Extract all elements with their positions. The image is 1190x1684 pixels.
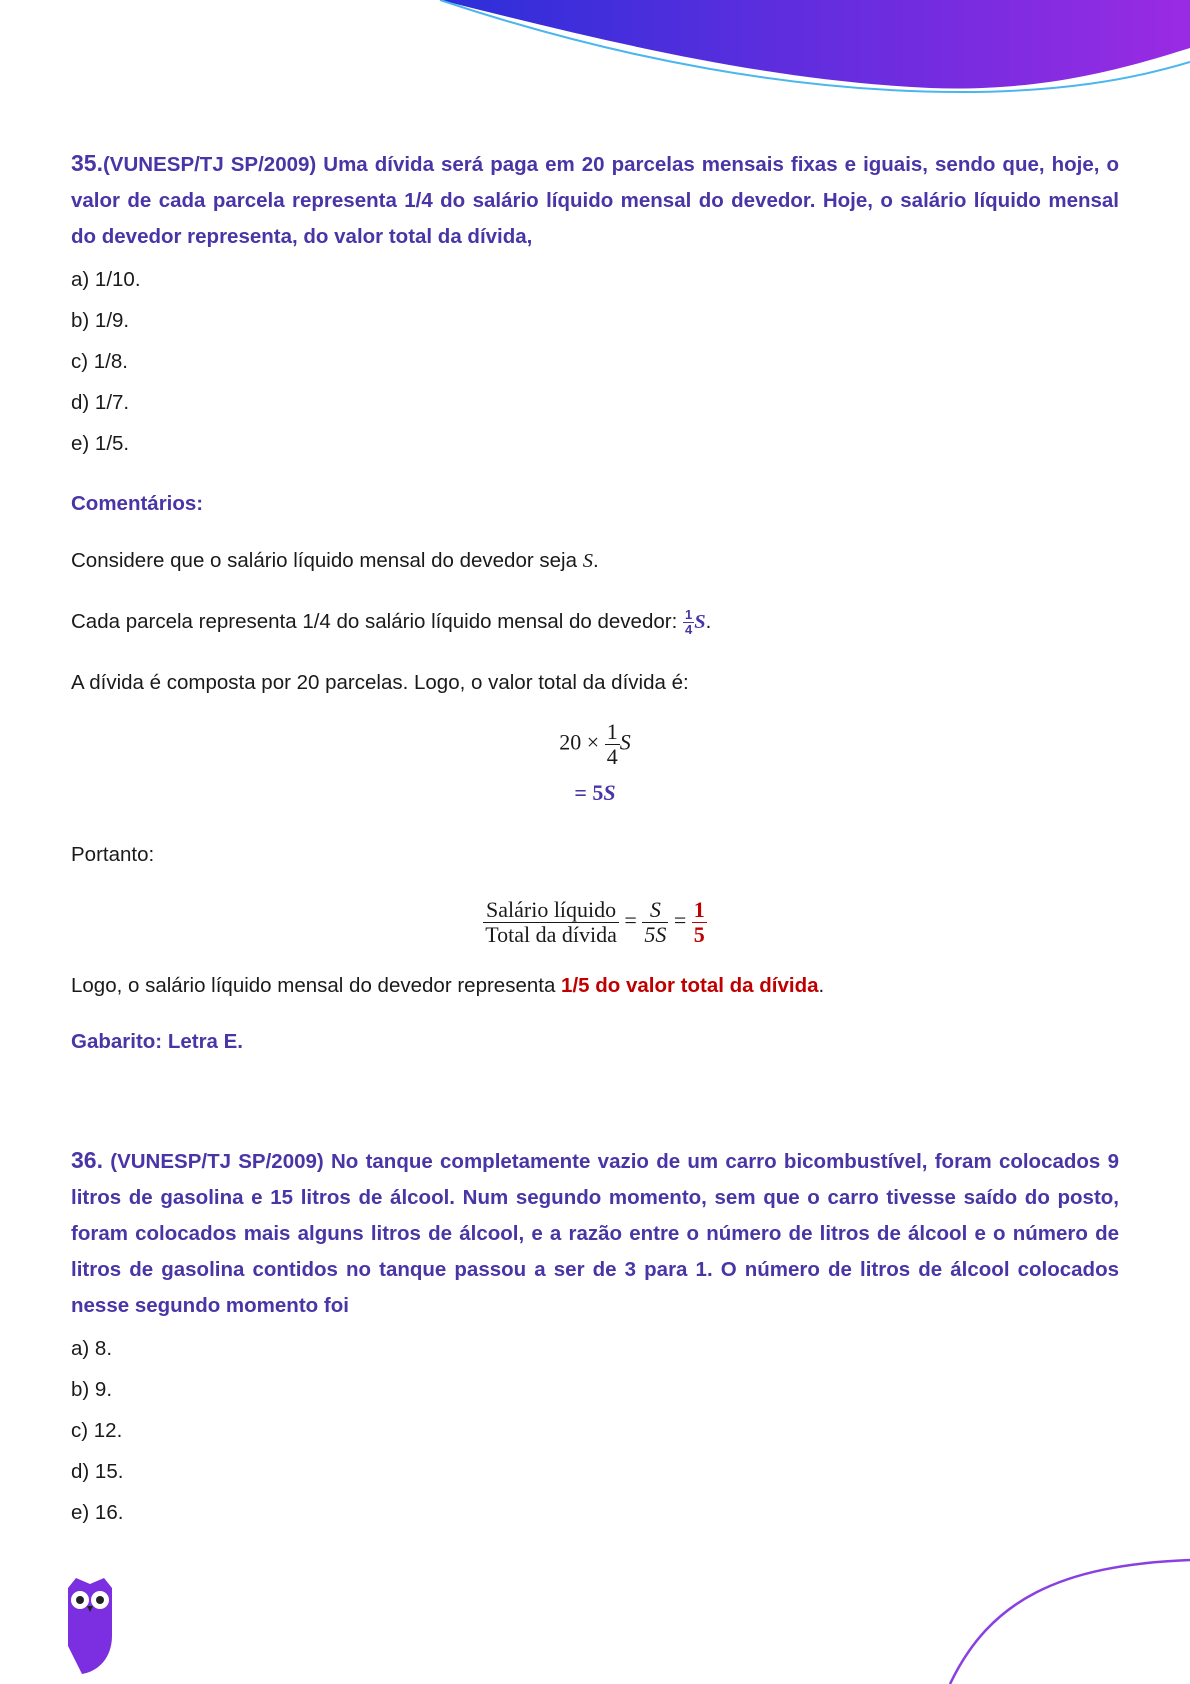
comment-p1-text: Considere que o salário líquido mensal do devedor seja <box>71 549 583 572</box>
eq1-den: 4 <box>606 743 618 769</box>
comment-p1-end: . <box>592 549 599 572</box>
option-e: e) 16. <box>71 1500 124 1524</box>
equation-total-debt <box>71 720 1119 772</box>
inline-fraction <box>683 608 694 638</box>
question-36-number: 36. <box>71 1146 103 1173</box>
option-c: c) 1/8. <box>71 350 128 373</box>
comment-paragraph-2 <box>71 608 1119 638</box>
comments-heading: Comentários: <box>71 492 204 515</box>
question-35-text: (VUNESP/TJ SP/2009) Uma dívida será paga em 20 parcelas mensais fixas e iguais, sendo que, hoje, o valor de cada parcela representa 1/4 do salário líquido mensal do devedor. Hoje, o salário líquido mensal do devedor representa, do valor total da dívida, <box>71 153 1119 248</box>
comment-paragraph-3: A dívida é composta por 20 parcelas. Logo, o valor total da dívida é: <box>71 670 689 694</box>
equation-ratio <box>71 898 1119 947</box>
option-d: d) 15. <box>71 1459 124 1483</box>
ratio-f2-den: 5S <box>644 921 667 947</box>
conclusion-end: . <box>818 973 825 997</box>
eq2-text: = 5 <box>574 779 604 805</box>
option-c: c) 12. <box>71 1418 123 1442</box>
ratio-fraction-2 <box>642 898 668 947</box>
ratio-f2-num: S <box>649 896 661 922</box>
conclusion-highlight: 1/5 do valor total da dívida <box>561 973 819 997</box>
question-36-text: (VUNESP/TJ SP/2009) No tanque completamente vazio de um carro bicombustível, foram colocados 9 litros de gasolina e 15 litros de álcool. Num segundo momento, sem que o carro tivesse saído do posto, foram colocados mais alguns litros de álcool, e a razão entre o número de litros de álcool e o número de litros de gasolina contidos no tanque passou a ser de 3 para 1. O número de litros de álcool colocados nesse segundo momento foi <box>71 1149 1119 1317</box>
document-content <box>71 145 1119 1542</box>
ratio-f1-num: Salário líquido <box>486 896 617 922</box>
ratio-equals-1: = <box>624 907 637 933</box>
ratio-f1-den: Total da dívida <box>485 921 617 947</box>
option-b: b) 9. <box>71 1377 113 1401</box>
comment-p2-var: S <box>694 611 706 634</box>
owl-logo-icon <box>62 1576 118 1676</box>
question-35-statement <box>71 145 1119 255</box>
comment-p1-var: S <box>582 550 593 572</box>
ratio-fraction-1 <box>483 898 619 947</box>
answer-key: Gabarito: Letra E. <box>71 1029 244 1053</box>
eq1-fraction <box>605 720 620 769</box>
question-35-number: 35. <box>71 150 103 176</box>
comment-p2-text: Cada parcela representa 1/4 do salário líquido mensal do devedor: <box>71 610 683 634</box>
option-a: a) 8. <box>71 1336 113 1360</box>
inline-fraction-den: 4 <box>684 622 693 638</box>
equation-result <box>71 780 1119 806</box>
portanto-label: Portanto: <box>71 842 155 866</box>
ratio-equals-2: = <box>673 907 687 933</box>
ratio-f3-den: 5 <box>693 921 705 947</box>
option-e: e) 1/5. <box>71 432 130 455</box>
option-d: d) 1/7. <box>71 391 130 414</box>
eq1-var: S <box>619 729 631 755</box>
option-a: a) 1/10. <box>71 268 141 291</box>
eq1-prefix: 20 × <box>559 729 600 755</box>
option-b: b) 1/9. <box>71 309 130 332</box>
comment-p2-end: . <box>705 610 712 634</box>
eq2-var: S <box>603 779 616 805</box>
ratio-f3-num: 1 <box>693 896 705 922</box>
comment-paragraph-1 <box>71 548 1119 574</box>
conclusion-paragraph <box>71 973 1119 999</box>
question-35-options <box>71 268 1119 456</box>
inline-fraction-num: 1 <box>684 607 693 622</box>
eq1-num: 1 <box>606 718 618 744</box>
question-36-options <box>71 1337 1119 1525</box>
ratio-fraction-3 <box>692 898 707 947</box>
conclusion-text: Logo, o salário líquido mensal do devedor representa <box>71 973 562 997</box>
question-36-statement <box>71 1142 1119 1324</box>
